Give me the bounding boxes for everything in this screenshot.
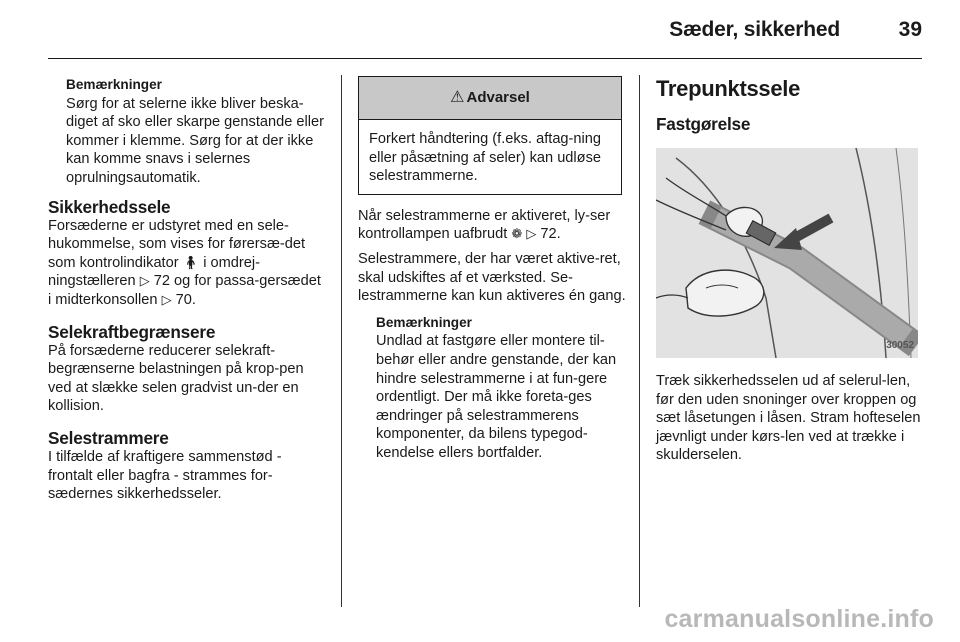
text-fragment: Når selestrammerne er aktiveret, ly-ser kontrollampen uafbrudt: [358, 207, 611, 243]
warning-title: Advarsel: [466, 88, 530, 106]
subheading-fastgoerelse: Fastgørelse: [656, 114, 751, 134]
page-reference[interactable]: 72: [153, 273, 170, 290]
section-text-sikkerhedssele: [48, 217, 328, 310]
page-reference[interactable]: 72.: [540, 226, 561, 243]
warning-box: [358, 76, 622, 195]
note-text: Undlad at fastgøre eller montere til-behør eller andre genstande, der kan hindre selestrammerne i at fun-gere ordentligt. Der må ikke foreta-ges ændringer på selestrammerens komponenter, da bilens typegod-kendelse ellers bortfalder.: [376, 333, 617, 461]
section-heading-selekraftbegraensere: Selekraftbegrænsere: [48, 321, 216, 342]
column-divider-right: [639, 75, 640, 607]
seat-belt-drawing: [656, 148, 918, 358]
page-reference-icon: ▷: [139, 273, 150, 289]
header-title: Sæder, sikkerhed: [669, 18, 840, 41]
text-fragment: Forsæderne er udstyret med en sele-hukommelse, som vises for førersæ-det som kontrolindikator: [48, 217, 306, 271]
section-heading-selestrammere: Selestrammere: [48, 427, 169, 448]
note-text: Sørg for at selerne ikke bliver beska-diget af sko eller skarpe genstande eller kommer i klemme. Sørg for at der ikke kan komme snavs i selernes oprulningsautomatik.: [66, 95, 324, 186]
page-reference-icon: ▷: [526, 226, 537, 242]
column-3: [656, 76, 926, 465]
text-fragment: i omdrej-ningstælleren: [48, 254, 260, 290]
column-divider-left: [341, 75, 342, 607]
page-reference-icon: ▷: [161, 291, 172, 307]
header-divider: [48, 58, 922, 59]
section-text-selestrammere: I tilfælde af kraftigere sammenstød - frontalt eller bagfra - strammes for-sædernes sikkerhedsseler.: [48, 448, 282, 503]
page-number: 39: [898, 18, 922, 41]
column-1: [48, 76, 328, 504]
section-text-selekraftbegraensere: På forsæderne reducerer selekraft-begrænserne belastningen på krop-pen ved at slække selen gradvist un-der en kollision.: [48, 342, 304, 415]
column-2: [358, 76, 626, 463]
text-fragment: og for passa-gersædet i midterkonsollen: [48, 273, 321, 308]
paragraph-replacement: Selestrammere, der har været aktive-ret, skal udskiftes af et værksted. Se-lestrammerne kan kun aktiveres én gang.: [358, 250, 626, 305]
watermark: carmanualsonline.info: [664, 605, 934, 633]
note-box: [358, 314, 626, 463]
warning-text: Forkert håndtering (f.eks. aftag-ning eller påsætning af seler) kan udløse selestrammerne.: [369, 131, 601, 185]
note-title: Bemærkninger: [376, 314, 472, 330]
paragraph-indicator: [358, 207, 626, 244]
note-title: Bemærkninger: [66, 77, 162, 92]
airbag-indicator-icon: ❁: [511, 226, 523, 242]
section-text-fastgoerelse: Træk sikkerhedsselen ud af selerul-len, før den uden snoninger over kroppen og sæt låsetungen i låsen. Stram hofteselen jævnligt under kørs-len ved at trække i skulderselen.: [656, 373, 921, 464]
warning-triangle-icon: ⚠︎: [450, 88, 465, 106]
section-heading-sikkerhedssele: Sikkerhedssele: [48, 196, 171, 217]
section-heading-trepunktssele: Trepunktssele: [656, 76, 801, 101]
seat-belt-illustration: [656, 148, 918, 358]
page-reference[interactable]: 70.: [175, 291, 196, 308]
figure-number: 30052: [886, 340, 914, 352]
seat-belt-reminder-icon: 🧍︎: [182, 254, 200, 270]
warning-header: [359, 77, 621, 120]
note-box: [48, 76, 328, 188]
